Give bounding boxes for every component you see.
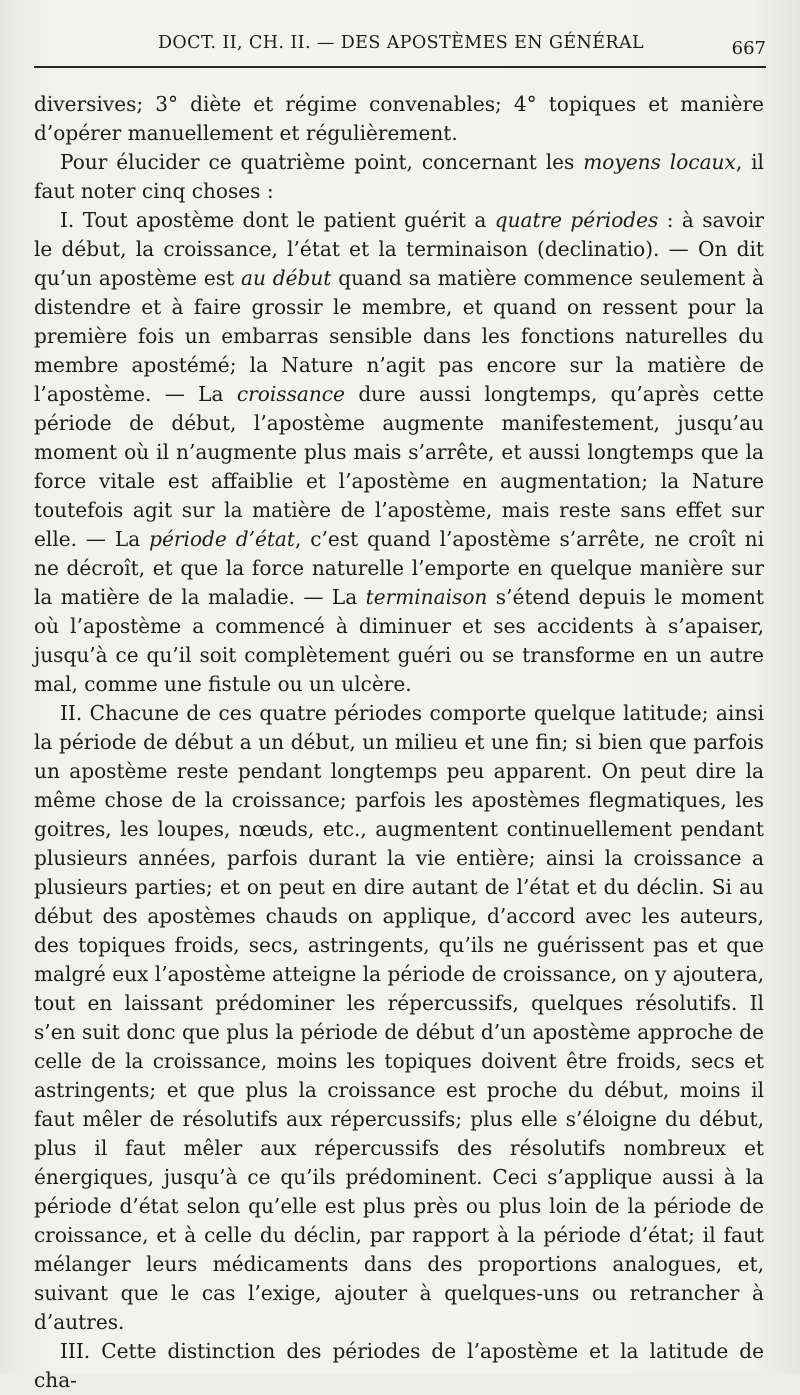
text-run: quand sa matière commence seulement à distendre et à faire grossir le membre, et quand on ressent pour la première fois un embarras sensible dans les fonctions naturelles du membre apostémé; la Nature n’agit pas encore sur la matière de l’apostème. — La	[34, 266, 764, 406]
text-run: III. Cette distinction des périodes de l’apostème et la latitude de cha-	[34, 1339, 764, 1392]
text-run: : à savoir le début, la croissance, l’état et la terminaison (declinatio). — On dit qu’un apostème est	[34, 208, 764, 290]
emphasis-term: période d’état	[149, 527, 295, 551]
page-header	[34, 30, 766, 70]
paragraph-continuation	[34, 90, 764, 148]
text-run: I. Tout apostème dont le patient guérit a	[60, 208, 495, 232]
text-run: diversives; 3° diète et régime convenables; 4° topiques et manière d’opérer manuellement et régulièrement.	[34, 92, 764, 145]
body-text	[34, 90, 764, 1395]
header-rule	[34, 66, 766, 68]
emphasis-term: au début	[241, 266, 332, 290]
paragraph-section-3	[34, 1337, 764, 1395]
running-head: DOCT. II, CH. II. — DES APOSTÈMES EN GÉNÉRAL	[158, 33, 645, 53]
emphasis-term: quatre périodes	[494, 208, 659, 232]
paragraph-intro	[34, 148, 764, 206]
text-run: s’étend depuis le moment où l’apostème a commencé à diminuer et ses accidents à s’apaiser, jusqu’à ce qu’il soit complètement guéri ou se transforme en un autre mal, comme une fistule ou un ulcère.	[34, 585, 765, 696]
paragraph-section-1	[34, 206, 764, 699]
text-run: , il faut noter cinq choses :	[34, 150, 764, 203]
emphasis-term: croissance	[236, 382, 345, 406]
text-run: , c’est quand l’apostème s’arrête, ne croît ni ne décroît, et que la force naturelle l’emporte en quelque manière sur la matière de la maladie. — La	[34, 527, 765, 609]
paragraph-section-2	[34, 699, 764, 1337]
page-number: 667	[731, 38, 766, 59]
text-run: dure aussi longtemps, qu’après cette période de début, l’apostème augmente manifestement, jusqu’au moment où il n’augmente plus mais s’arrête, et aussi longtemps que la force vitale est affaiblie et l’apostème en augmentation; la Nature toutefois agit sur la matière de l’apostème, mais reste sans effet sur elle. — La	[34, 382, 764, 551]
emphasis-term: moyens locaux	[583, 150, 736, 174]
text-run: Pour élucider ce quatrième point, concernant les	[60, 150, 584, 174]
text-run: II. Chacune de ces quatre périodes comporte quelque latitude; ainsi la période de début a un début, un milieu et une fin; si bien que parfois un apostème reste pendant longtemps peu apparent. On peut dire la même chose de la croissance; parfois les apostèmes flegmatiques, les goitres, les loupes, nœuds, etc., augmentent continuellement pendant plusieurs années, parfois durant la vie entière; ainsi la croissance a plusieurs parties; et on peut en dire autant de l’état et du déclin. Si au début des apostèmes chauds on applique, d’accord avec les auteurs, des topiques froids, secs, astringents, qu’ils ne guérissent pas et que malgré eux l’apostème atteigne la période de croissance, on y ajoutera, tout en laissant prédominer les répercussifs, quelques résolutifs. Il s’en suit donc que plus la période de début d’un apostème approche de celle de la croissance, moins les topiques doivent être froids, secs et astringents; et que plus la croissance est proche du début, moins il faut mêler de résolutifs aux répercussifs; plus elle s’éloigne du début, plus il faut mêler aux répercussifs des résolutifs nombreux et énergiques, jusqu’à ce qu’ils prédominent. Ceci s’applique aussi à la période d’état selon qu’elle est plus près ou plus loin de la période de croissance, et à celle du déclin, par rapport à la période d’état; il faut mélanger leurs médicaments dans des proportions analogues, et, suivant que le cas l’exige, ajouter à quelques-uns ou retrancher à d’autres.	[34, 701, 764, 1334]
emphasis-term: terminaison	[365, 585, 488, 609]
